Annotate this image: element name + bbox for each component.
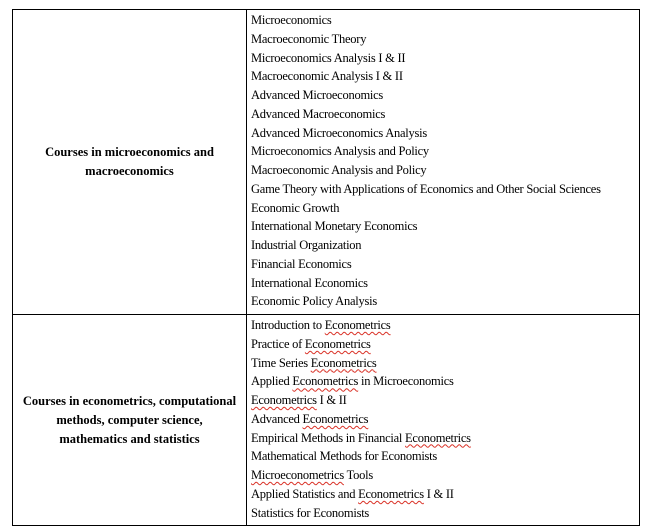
category-label-line: methods, computer science, <box>56 412 203 427</box>
course-text: Practice of <box>251 336 305 351</box>
course-text: Advanced Microeconomics <box>251 88 384 102</box>
course-text: Mathematical Methods for Economists <box>251 449 438 464</box>
course-text-misspelled: Econometrics <box>302 411 369 426</box>
course-item <box>247 429 639 448</box>
course-item <box>247 217 639 236</box>
course-item <box>247 67 639 86</box>
course-text: in Microeconomics <box>358 374 454 389</box>
course-text-misspelled: Microeconometrics <box>251 468 344 482</box>
course-text-misspelled: Econometrics <box>324 318 391 332</box>
course-item <box>247 161 639 180</box>
course-text: I & II <box>316 393 347 407</box>
course-text: Empirical Methods in Financial <box>251 430 406 445</box>
course-text: Economic Growth <box>251 200 340 215</box>
course-text: I & II <box>423 486 454 501</box>
course-item <box>247 105 639 124</box>
course-item <box>247 372 639 391</box>
course-item <box>247 410 639 429</box>
course-text: Introduction to <box>251 318 325 332</box>
course-item <box>247 86 639 105</box>
course-item <box>247 504 639 523</box>
course-text: International Economics <box>251 275 368 290</box>
course-item <box>247 335 639 354</box>
course-text: Industrial Organization <box>251 238 362 252</box>
course-item <box>247 485 639 504</box>
course-list-cell <box>247 10 640 315</box>
course-item <box>247 316 639 335</box>
course-item <box>247 255 639 274</box>
course-text: Macroeconomic Analysis and Policy <box>251 163 427 177</box>
course-text: Macroeconomic Theory <box>251 31 367 46</box>
course-text-misspelled: Econometrics <box>405 430 471 445</box>
course-text: Advanced <box>251 411 303 426</box>
course-item <box>247 447 639 466</box>
course-text-misspelled: Econometrics <box>304 336 371 351</box>
course-item <box>247 199 639 218</box>
course-item <box>247 142 639 161</box>
course-text: Advanced Microeconomics Analysis <box>251 125 427 140</box>
category-cell <box>13 315 247 526</box>
course-text: Statistics for Economists <box>251 505 370 520</box>
course-text: Macroeconomic Analysis I & II <box>251 69 403 84</box>
course-text: Advanced Macroeconomics <box>251 106 386 121</box>
course-text-misspelled: Econometrics <box>251 393 317 407</box>
category-label-line: Courses in microeconomics and <box>45 145 214 159</box>
category-cell <box>13 10 247 315</box>
course-text: Microeconomics Analysis and Policy <box>251 144 429 159</box>
course-text: International Monetary Economics <box>251 219 418 234</box>
course-item <box>247 11 639 30</box>
course-item <box>247 180 639 199</box>
course-item <box>247 466 639 485</box>
course-list-cell <box>247 315 640 526</box>
course-item <box>247 292 639 311</box>
table-row <box>13 10 640 315</box>
course-item <box>247 391 639 410</box>
course-text: Applied Statistics and <box>251 486 359 501</box>
course-item <box>247 124 639 143</box>
table-row <box>13 315 640 526</box>
course-text: Economic Policy Analysis <box>251 294 377 309</box>
course-text: Financial Economics <box>251 256 352 271</box>
course-text-misspelled: Econometrics <box>310 355 377 370</box>
course-item <box>247 49 639 68</box>
course-item <box>247 354 639 373</box>
category-label-line: Courses in econometrics, computational <box>22 393 237 408</box>
course-text: Applied <box>251 374 293 389</box>
category-label-line: macroeconomics <box>85 164 174 178</box>
course-text-misspelled: Econometrics <box>292 374 359 389</box>
course-item <box>247 30 639 49</box>
course-text: Microeconomics Analysis I & II <box>251 50 406 65</box>
category-label-line: mathematics and statistics <box>59 431 200 446</box>
course-text: Microeconomics <box>251 13 332 27</box>
course-text: Game Theory with Applications of Economics and Other Social Sciences <box>251 181 601 196</box>
course-text: Time Series <box>251 355 311 370</box>
course-item <box>247 236 639 255</box>
course-text: Tools <box>343 468 373 482</box>
course-table <box>12 9 640 526</box>
course-text-misspelled: Econometrics <box>358 486 424 501</box>
course-item <box>247 274 639 293</box>
